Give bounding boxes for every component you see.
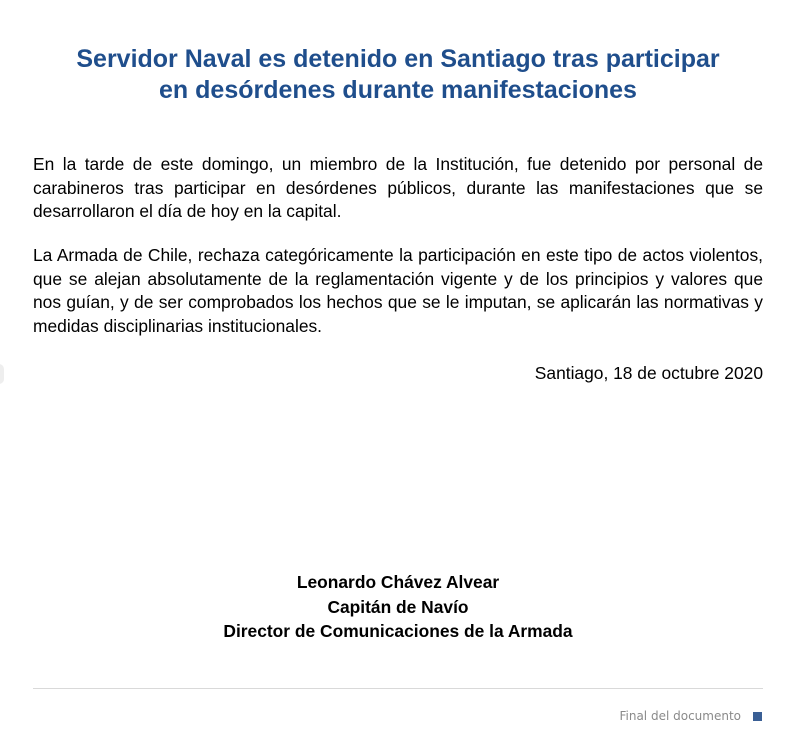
document-title <box>33 44 763 106</box>
signature-name: Leonardo Chávez Alvear <box>296 572 500 592</box>
paragraph-2: La Armada de Chile, rechaza categóricamente la participación en este tipo de actos violentos, que se alejan absolutamente de la reglamentación vigente y de los principios y valores que nos guían, y de ser comprobados los hechos que se le imputan, se aplicarán las normativas y medidas disciplinarias institucionales. <box>33 245 763 336</box>
title-line-1: Servidor Naval es detenido en Santiago tras participar <box>76 45 720 73</box>
square-marker-icon <box>753 712 762 721</box>
date-line: Santiago, 18 de octubre 2020 <box>534 363 763 383</box>
signature-block <box>33 570 763 644</box>
paragraph-1: En la tarde de este domingo, un miembro de la Institución, fue detenido por personal de carabineros tras participar en desórdenes públicos, durante las manifestaciones que se desarrollaron el día de hoy en la capital. <box>33 154 763 221</box>
footer-label: Final del documento <box>619 709 741 723</box>
signature-position: Director de Comunicaciones de la Armada <box>223 621 573 641</box>
title-line-2: en desórdenes durante manifestaciones <box>159 76 637 104</box>
signature-rank: Capitán de Navío <box>327 596 469 617</box>
document-footer <box>619 709 762 723</box>
footer-divider <box>33 688 763 689</box>
page-edge-marker <box>0 364 4 384</box>
